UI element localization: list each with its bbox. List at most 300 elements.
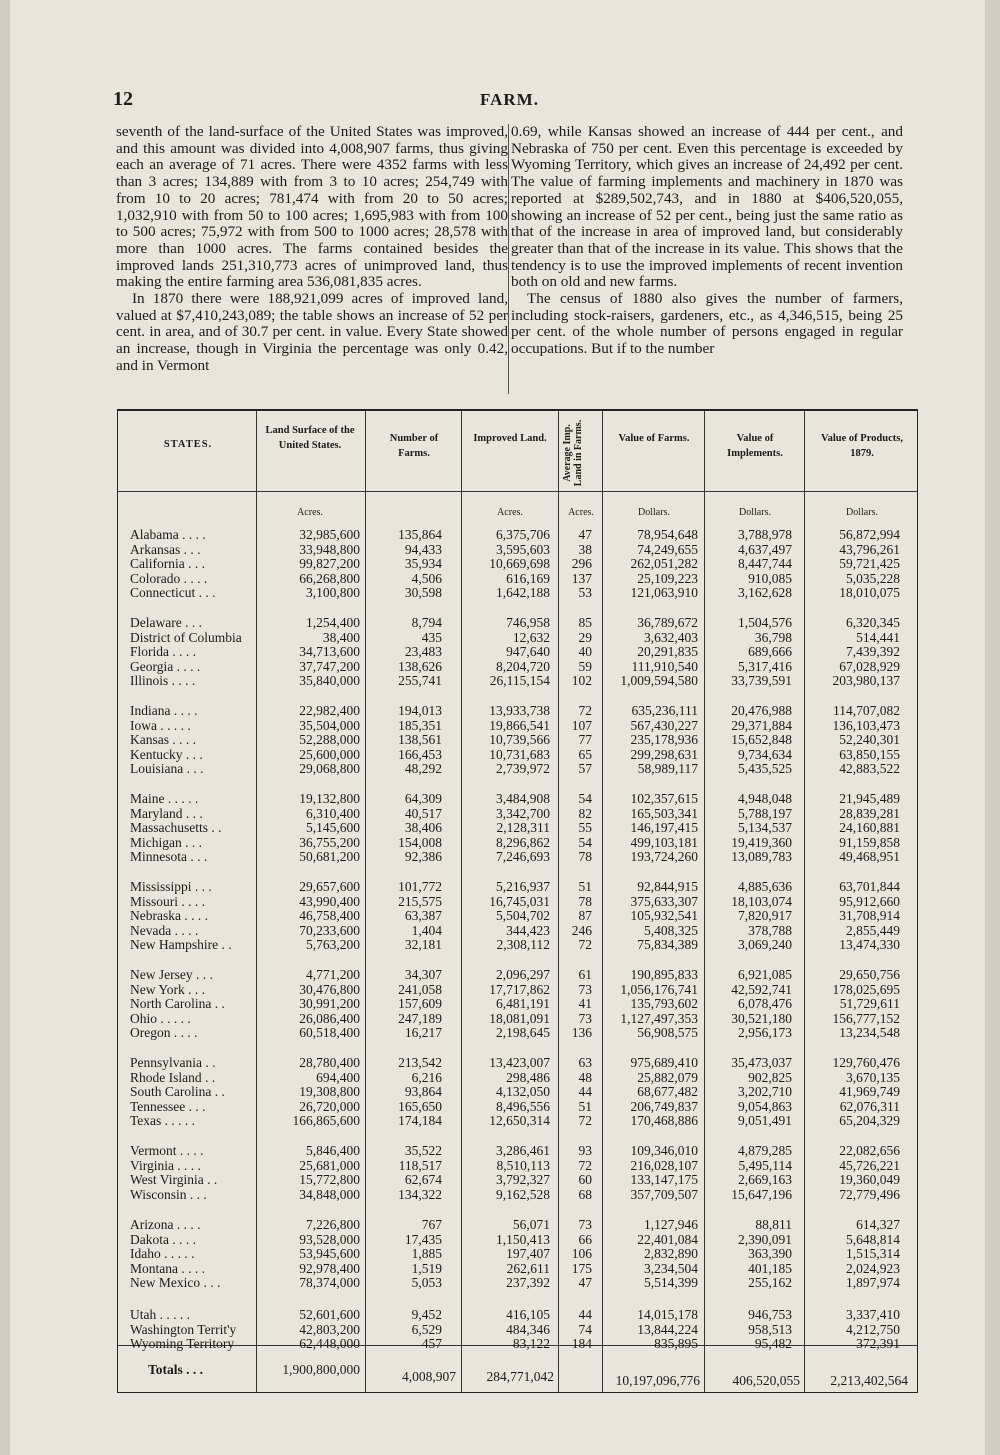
number-of-farms-cell: 63,387 — [404, 908, 442, 924]
value-of-farms-cell: 105,932,541 — [630, 908, 698, 924]
state-name-cell: Nevada . . . . — [130, 922, 199, 938]
value-of-products-cell: 13,234,548 — [839, 1025, 900, 1041]
improved-land-cell: 237,392 — [506, 1275, 550, 1291]
value-of-implements-cell: 1,504,576 — [738, 615, 792, 630]
value-of-farms-cell: 25,882,079 — [637, 1069, 698, 1085]
improved-land-cell: 3,595,603 — [496, 541, 550, 557]
average-improved-cell: 296 — [571, 556, 592, 572]
value-of-implements-cell: 5,317,416 — [738, 658, 792, 674]
value-of-products-cell: 6,320,345 — [846, 615, 900, 630]
land-surface-cell: 38,400 — [322, 629, 360, 645]
value-of-farms-cell: 56,908,575 — [637, 1025, 698, 1041]
improved-land-cell: 947,640 — [506, 644, 550, 660]
number-of-farms-cell: 23,483 — [404, 644, 442, 660]
average-improved-cell: 38 — [578, 541, 592, 557]
table-row — [118, 967, 917, 982]
paragraph: The census of 1880 also gives the number of farmers, including stock-raisers, gardeners, etc., as 4,346,515, being 25 per cent. of the whole number of persons engaged in regular occupations. But if to the number — [511, 290, 903, 358]
value-of-farms-cell: 20,291,835 — [637, 644, 698, 660]
land-surface-cell: 25,600,000 — [299, 746, 360, 762]
number-of-farms-cell: 767 — [421, 1217, 442, 1232]
average-improved-cell: 51 — [578, 1098, 592, 1114]
state-name-cell: Wyoming Territory — [130, 1336, 235, 1352]
state-name-cell: Pennsylvania . . — [130, 1055, 216, 1070]
improved-land-cell: 1,642,188 — [496, 585, 550, 601]
improved-land-cell: 4,132,050 — [496, 1084, 550, 1100]
value-of-implements-cell: 689,666 — [748, 644, 792, 660]
land-surface-cell: 5,763,200 — [306, 937, 360, 953]
state-name-cell: Arkansas . . . — [130, 541, 201, 557]
value-of-farms-cell: 121,063,910 — [630, 585, 698, 601]
value-of-products-cell: 5,648,814 — [846, 1231, 900, 1247]
unit-land: Acres. — [297, 507, 323, 518]
value-of-implements-cell: 29,371,884 — [731, 717, 792, 733]
value-of-products-cell: 59,721,425 — [839, 556, 900, 572]
average-improved-cell: 60 — [578, 1172, 592, 1188]
number-of-farms-cell: 16,217 — [404, 1025, 442, 1041]
improved-land-cell: 2,739,972 — [496, 761, 550, 777]
state-name-cell: Kentucky . . . — [130, 746, 203, 762]
land-surface-cell: 30,476,800 — [299, 981, 360, 997]
land-surface-cell: 32,985,600 — [299, 527, 360, 542]
column-divider — [508, 124, 509, 394]
table-row — [118, 894, 917, 909]
number-of-farms-cell: 255,741 — [398, 673, 442, 689]
value-of-products-cell: 24,160,881 — [839, 820, 900, 836]
state-name-cell: Georgia . . . . — [130, 658, 201, 674]
value-of-implements-cell: 3,069,240 — [738, 937, 792, 953]
value-of-farms-cell: 78,954,648 — [637, 527, 698, 542]
improved-land-cell: 16,745,031 — [489, 893, 550, 909]
land-surface-cell: 34,848,000 — [299, 1186, 360, 1202]
number-of-farms-cell: 215,575 — [398, 893, 442, 909]
number-of-farms-cell: 94,433 — [404, 541, 442, 557]
table-row — [118, 527, 917, 542]
improved-land-cell: 13,423,007 — [489, 1055, 550, 1070]
value-of-farms-cell: 299,298,631 — [630, 746, 698, 762]
land-surface-cell: 60,518,400 — [299, 1025, 360, 1041]
state-name-cell: New York . . . — [130, 981, 206, 997]
number-of-farms-cell: 118,517 — [398, 1157, 442, 1173]
table-row — [118, 1158, 917, 1173]
number-of-farms-cell: 247,189 — [398, 1010, 442, 1026]
table-row — [118, 659, 917, 674]
average-improved-cell: 102 — [571, 673, 592, 689]
value-of-products-cell: 63,850,155 — [839, 746, 900, 762]
value-of-farms-cell: 146,197,415 — [630, 820, 698, 836]
improved-land-cell: 2,128,311 — [496, 820, 550, 836]
table-row — [118, 1232, 917, 1247]
average-improved-cell: 41 — [578, 996, 592, 1012]
table-row — [118, 1336, 917, 1351]
table-row — [118, 1217, 917, 1232]
number-of-farms-cell: 457 — [421, 1336, 442, 1352]
value-of-implements-cell: 4,948,048 — [738, 791, 792, 806]
table-row — [118, 1187, 917, 1202]
average-improved-cell: 48 — [578, 1069, 592, 1085]
state-name-cell: South Carolina . . — [130, 1084, 225, 1100]
value-of-implements-cell: 2,390,091 — [738, 1231, 792, 1247]
number-of-farms-cell: 1,404 — [411, 922, 442, 938]
state-name-cell: Colorado . . . . — [130, 570, 208, 586]
improved-land-cell: 8,204,720 — [496, 658, 550, 674]
average-improved-cell: 44 — [578, 1084, 592, 1100]
totals-implements: 406,520,055 — [732, 1373, 800, 1388]
page-header — [10, 88, 985, 114]
value-of-farms-cell: 567,430,227 — [630, 717, 698, 733]
state-name-cell: Wisconsin . . . — [130, 1186, 207, 1202]
value-of-products-cell: 2,855,449 — [846, 922, 900, 938]
land-surface-cell: 1,254,400 — [306, 615, 360, 630]
land-surface-cell: 30,991,200 — [299, 996, 360, 1012]
value-of-implements-cell: 19,419,360 — [731, 834, 792, 850]
value-of-implements-cell: 15,652,848 — [731, 732, 792, 748]
value-of-implements-cell: 13,089,783 — [731, 849, 792, 865]
table-row — [118, 996, 917, 1011]
unit-value: Dollars. — [638, 507, 670, 518]
number-of-farms-cell: 9,452 — [411, 1307, 442, 1322]
improved-land-cell: 344,423 — [506, 922, 550, 938]
value-of-implements-cell: 9,051,491 — [738, 1113, 792, 1129]
improved-land-cell: 5,216,937 — [496, 879, 550, 894]
table-row — [118, 1025, 917, 1040]
state-name-cell: District of Columbia — [130, 629, 242, 645]
land-surface-cell: 4,771,200 — [306, 967, 360, 982]
state-name-cell: Michigan . . . — [130, 834, 202, 850]
value-of-implements-cell: 3,202,710 — [738, 1084, 792, 1100]
improved-land-cell: 8,496,556 — [496, 1098, 550, 1114]
value-of-implements-cell: 7,820,917 — [738, 908, 792, 924]
value-of-farms-cell: 1,127,946 — [644, 1217, 698, 1232]
state-name-cell: Massachusetts . . — [130, 820, 222, 836]
average-improved-cell: 78 — [578, 893, 592, 909]
land-surface-cell: 34,713,600 — [299, 644, 360, 660]
value-of-farms-cell: 68,677,482 — [637, 1084, 698, 1100]
value-of-farms-cell: 206,749,837 — [630, 1098, 698, 1114]
table-row — [118, 542, 917, 557]
state-name-cell: Illinois . . . . — [130, 673, 196, 689]
state-name-cell: California . . . — [130, 556, 205, 572]
improved-land-cell: 616,169 — [506, 570, 550, 586]
average-improved-cell: 51 — [578, 879, 592, 894]
number-of-farms-cell: 30,598 — [404, 585, 442, 601]
number-of-farms-cell: 93,864 — [404, 1084, 442, 1100]
value-of-farms-cell: 5,514,399 — [644, 1275, 698, 1291]
improved-land-cell: 8,510,113 — [496, 1157, 550, 1173]
improved-land-cell: 10,669,698 — [489, 556, 550, 572]
land-surface-cell: 25,681,000 — [299, 1157, 360, 1173]
number-of-farms-cell: 48,292 — [404, 761, 442, 777]
land-surface-cell: 22,982,400 — [299, 703, 360, 718]
land-surface-cell: 3,100,800 — [306, 585, 360, 601]
average-improved-cell: 136 — [571, 1025, 592, 1041]
totals-row — [118, 1355, 917, 1388]
number-of-farms-cell: 213,542 — [398, 1055, 442, 1070]
table-row — [118, 908, 917, 923]
state-name-cell: Maine . . . . . — [130, 791, 199, 806]
average-improved-cell: 87 — [578, 908, 592, 924]
table-row — [118, 1143, 917, 1158]
land-surface-cell: 15,772,800 — [299, 1172, 360, 1188]
number-of-farms-cell: 34,307 — [404, 967, 442, 982]
average-improved-cell: 78 — [578, 849, 592, 865]
table-row — [118, 923, 917, 938]
value-of-products-cell: 22,082,656 — [839, 1143, 900, 1158]
value-of-implements-cell: 33,739,591 — [731, 673, 792, 689]
land-surface-cell: 52,601,600 — [299, 1307, 360, 1322]
value-of-products-cell: 18,010,075 — [839, 585, 900, 601]
average-improved-cell: 184 — [571, 1336, 592, 1352]
value-of-farms-cell: 36,789,672 — [637, 615, 698, 630]
table-row — [118, 1246, 917, 1261]
value-of-farms-cell: 216,028,107 — [630, 1157, 698, 1173]
value-of-farms-cell: 635,236,111 — [631, 703, 698, 718]
header-states: STATES. — [163, 439, 213, 450]
state-name-cell: New Jersey . . . — [130, 967, 213, 982]
state-name-cell: Texas . . . . . — [130, 1113, 196, 1129]
state-name-cell: Montana . . . . — [130, 1260, 205, 1276]
table-row — [118, 1275, 917, 1290]
table-row — [118, 1322, 917, 1337]
value-of-implements-cell: 88,811 — [755, 1217, 792, 1232]
number-of-farms-cell: 185,351 — [398, 717, 442, 733]
value-of-implements-cell: 2,669,163 — [738, 1172, 792, 1188]
land-surface-cell: 166,865,600 — [292, 1113, 360, 1129]
average-improved-cell: 47 — [578, 1275, 592, 1291]
improved-land-cell: 3,342,700 — [496, 805, 550, 821]
number-of-farms-cell: 1,885 — [411, 1246, 442, 1262]
value-of-products-cell: 136,103,473 — [832, 717, 900, 733]
state-name-cell: Iowa . . . . . — [130, 717, 191, 733]
value-of-implements-cell: 42,592,741 — [731, 981, 792, 997]
unit-average: Acres. — [568, 507, 594, 518]
land-surface-cell: 43,990,400 — [299, 893, 360, 909]
totals-land: 1,900,800,000 — [282, 1362, 360, 1377]
improved-land-cell: 2,198,645 — [496, 1025, 550, 1041]
state-name-cell: Delaware . . . — [130, 615, 202, 630]
improved-land-cell: 298,486 — [506, 1069, 550, 1085]
number-of-farms-cell: 154,008 — [398, 834, 442, 850]
value-of-farms-cell: 22,401,084 — [637, 1231, 698, 1247]
value-of-implements-cell: 36,798 — [754, 629, 792, 645]
state-name-cell: Kansas . . . . — [130, 732, 196, 748]
value-of-implements-cell: 3,162,628 — [738, 585, 792, 601]
average-improved-cell: 54 — [578, 791, 592, 806]
value-of-implements-cell: 3,788,978 — [738, 527, 792, 542]
land-surface-cell: 50,681,200 — [299, 849, 360, 865]
value-of-implements-cell: 5,495,114 — [738, 1157, 792, 1173]
book-page — [10, 0, 985, 1455]
header-value-of-farms: Value of Farms. — [618, 433, 690, 444]
table-row — [118, 585, 917, 600]
value-of-farms-cell: 193,724,260 — [630, 849, 698, 865]
land-surface-cell: 70,233,600 — [299, 922, 360, 938]
value-of-farms-cell: 170,468,886 — [630, 1113, 698, 1129]
state-name-cell: Rhode Island . . — [130, 1069, 216, 1085]
average-improved-cell: 53 — [578, 585, 592, 601]
average-improved-cell: 54 — [578, 834, 592, 850]
average-improved-cell: 107 — [571, 717, 592, 733]
value-of-implements-cell: 20,476,988 — [731, 703, 792, 718]
value-of-products-cell: 56,872,994 — [839, 527, 900, 542]
average-improved-cell: 77 — [578, 732, 592, 748]
land-surface-cell: 78,374,000 — [299, 1275, 360, 1291]
average-improved-cell: 175 — [571, 1260, 592, 1276]
value-of-farms-cell: 74,249,655 — [637, 541, 698, 557]
header-value-of-products: Value of Products, 1879. — [821, 433, 903, 459]
average-improved-cell: 47 — [578, 527, 592, 542]
average-improved-cell: 73 — [578, 1217, 592, 1232]
value-of-products-cell: 19,360,049 — [839, 1172, 900, 1188]
state-name-cell: Arizona . . . . — [130, 1217, 201, 1232]
value-of-farms-cell: 135,793,602 — [630, 996, 698, 1012]
improved-land-cell: 262,611 — [506, 1260, 550, 1276]
land-surface-cell: 6,310,400 — [306, 805, 360, 821]
land-surface-cell: 29,068,800 — [299, 761, 360, 777]
average-improved-cell: 93 — [578, 1143, 592, 1158]
value-of-products-cell: 3,337,410 — [846, 1307, 900, 1322]
value-of-farms-cell: 111,910,540 — [631, 658, 698, 674]
land-surface-cell: 5,145,600 — [306, 820, 360, 836]
value-of-implements-cell: 4,637,497 — [738, 541, 792, 557]
value-of-farms-cell: 109,346,010 — [630, 1143, 698, 1158]
table-row — [118, 703, 917, 718]
land-surface-cell: 28,780,400 — [299, 1055, 360, 1070]
value-of-farms-cell: 3,632,403 — [644, 629, 698, 645]
value-of-implements-cell: 95,482 — [754, 1336, 792, 1352]
improved-land-cell: 746,958 — [506, 615, 550, 630]
table-row — [118, 1307, 917, 1322]
value-of-products-cell: 49,468,951 — [839, 849, 900, 865]
average-improved-cell: 55 — [578, 820, 592, 836]
paragraph: In 1870 there were 188,921,099 acres of improved land, valued at $7,410,243,089; the table shows an increase of 52 per cent. in area, and of 30.7 per cent. in value. Every State showed an increase, though in Virginia the percentage was only 0.42, and in Vermont — [116, 290, 508, 374]
table-row — [118, 1172, 917, 1187]
value-of-products-cell: 514,441 — [856, 629, 900, 645]
value-of-implements-cell: 363,390 — [748, 1246, 792, 1262]
value-of-products-cell: 72,779,496 — [839, 1186, 900, 1202]
paragraph: 0.69, while Kansas showed an increase of 444 per cent., and Nebraska of 750 per cent. Even this percentage is exceeded by Wyoming Territory, which gives an increase of 24,492 per cent. The value of farming implements and machinery in 1870 was reported at $289,502,743, and in 1880 at $406,520,055, showing an increase of 52 per cent., being just the same ratio as that of the increase in area of improved land, but considerably greater than that of the increase in its value. This shows that the tendency is to use the improved implements of recent invention both on old and new farms. — [511, 123, 903, 291]
table-row — [118, 835, 917, 850]
state-name-cell: Minnesota . . . — [130, 849, 208, 865]
number-of-farms-cell: 157,609 — [398, 996, 442, 1012]
table-row — [118, 879, 917, 894]
average-improved-cell: 59 — [578, 658, 592, 674]
totals-improved: 284,771,042 — [486, 1369, 554, 1384]
land-surface-cell: 29,657,600 — [299, 879, 360, 894]
improved-land-cell: 26,115,154 — [489, 673, 550, 689]
improved-land-cell: 19,866,541 — [489, 717, 550, 733]
table-row — [118, 761, 917, 776]
running-title: FARM. — [480, 90, 539, 109]
value-of-products-cell: 95,912,660 — [839, 893, 900, 909]
value-of-implements-cell: 8,447,744 — [738, 556, 792, 572]
unit-products: Dollars. — [846, 507, 878, 518]
value-of-farms-cell: 1,056,176,741 — [620, 981, 698, 997]
state-name-cell: Idaho . . . . . — [130, 1246, 195, 1262]
value-of-implements-cell: 401,185 — [748, 1260, 792, 1276]
right-text-column — [511, 124, 903, 358]
table-row — [118, 1113, 917, 1128]
number-of-farms-cell: 38,406 — [404, 820, 442, 836]
number-of-farms-cell: 6,216 — [411, 1069, 442, 1085]
table-row — [118, 732, 917, 747]
average-improved-cell: 40 — [578, 644, 592, 660]
state-name-cell: North Carolina . . — [130, 996, 225, 1012]
value-of-products-cell: 114,707,082 — [833, 703, 900, 718]
value-of-farms-cell: 1,009,594,580 — [620, 673, 698, 689]
improved-land-cell: 18,081,091 — [489, 1010, 550, 1026]
improved-land-cell: 8,296,862 — [496, 834, 550, 850]
totals-farms: 4,008,907 — [402, 1369, 456, 1384]
table-row — [118, 806, 917, 821]
number-of-farms-cell: 35,522 — [404, 1143, 442, 1158]
value-of-products-cell: 42,883,522 — [839, 761, 900, 777]
average-improved-cell: 246 — [571, 922, 592, 938]
table-row — [118, 571, 917, 586]
value-of-products-cell: 41,969,749 — [839, 1084, 900, 1100]
average-improved-cell: 74 — [578, 1321, 592, 1337]
land-surface-cell: 46,758,400 — [299, 908, 360, 924]
table-row — [118, 982, 917, 997]
land-surface-cell: 33,948,800 — [299, 541, 360, 557]
unit-implements: Dollars. — [739, 507, 771, 518]
state-name-cell: Ohio . . . . . — [130, 1010, 191, 1026]
land-surface-cell: 26,086,400 — [299, 1010, 360, 1026]
number-of-farms-cell: 1,519 — [411, 1260, 442, 1276]
value-of-farms-cell: 58,989,117 — [637, 761, 698, 777]
number-of-farms-cell: 135,864 — [398, 527, 442, 542]
state-name-cell: Vermont . . . . — [130, 1143, 204, 1158]
table-row — [118, 791, 917, 806]
table-row — [118, 1261, 917, 1276]
improved-land-cell: 7,246,693 — [496, 849, 550, 865]
farm-statistics-table — [117, 409, 918, 1393]
improved-land-cell: 484,346 — [506, 1321, 550, 1337]
improved-land-cell: 10,731,683 — [489, 746, 550, 762]
value-of-farms-cell: 262,051,282 — [630, 556, 698, 572]
value-of-implements-cell: 946,753 — [748, 1307, 792, 1322]
land-surface-cell: 66,268,800 — [299, 570, 360, 586]
value-of-farms-cell: 5,408,325 — [644, 922, 698, 938]
state-name-cell: Maryland . . . — [130, 805, 203, 821]
average-improved-cell: 72 — [578, 1113, 592, 1129]
state-name-cell: Louisiana . . . — [130, 761, 204, 777]
header-value-of-implements: Value of Implements. — [727, 433, 783, 459]
land-surface-cell: 35,504,000 — [299, 717, 360, 733]
improved-land-cell: 6,481,191 — [496, 996, 550, 1012]
value-of-implements-cell: 4,879,285 — [738, 1143, 792, 1158]
value-of-implements-cell: 2,956,173 — [738, 1025, 792, 1041]
average-improved-cell: 65 — [578, 746, 592, 762]
state-name-cell: Alabama . . . . — [130, 527, 206, 542]
state-name-cell: Florida . . . . — [130, 644, 196, 660]
value-of-implements-cell: 958,513 — [748, 1321, 792, 1337]
value-of-farms-cell: 1,127,497,353 — [620, 1010, 698, 1026]
value-of-farms-cell: 133,147,175 — [630, 1172, 698, 1188]
land-surface-cell: 99,827,200 — [299, 556, 360, 572]
average-improved-cell: 82 — [578, 805, 592, 821]
table-row — [118, 556, 917, 571]
land-surface-cell: 36,755,200 — [299, 834, 360, 850]
state-name-cell: Oregon . . . . — [130, 1025, 198, 1041]
value-of-implements-cell: 9,054,863 — [738, 1098, 792, 1114]
number-of-farms-cell: 241,058 — [398, 981, 442, 997]
table-row — [118, 615, 917, 630]
value-of-farms-cell: 14,015,178 — [637, 1307, 698, 1322]
improved-land-cell: 5,504,702 — [496, 908, 550, 924]
value-of-products-cell: 43,796,261 — [839, 541, 900, 557]
value-of-implements-cell: 6,078,476 — [738, 996, 792, 1012]
value-of-implements-cell: 5,435,525 — [738, 761, 792, 777]
